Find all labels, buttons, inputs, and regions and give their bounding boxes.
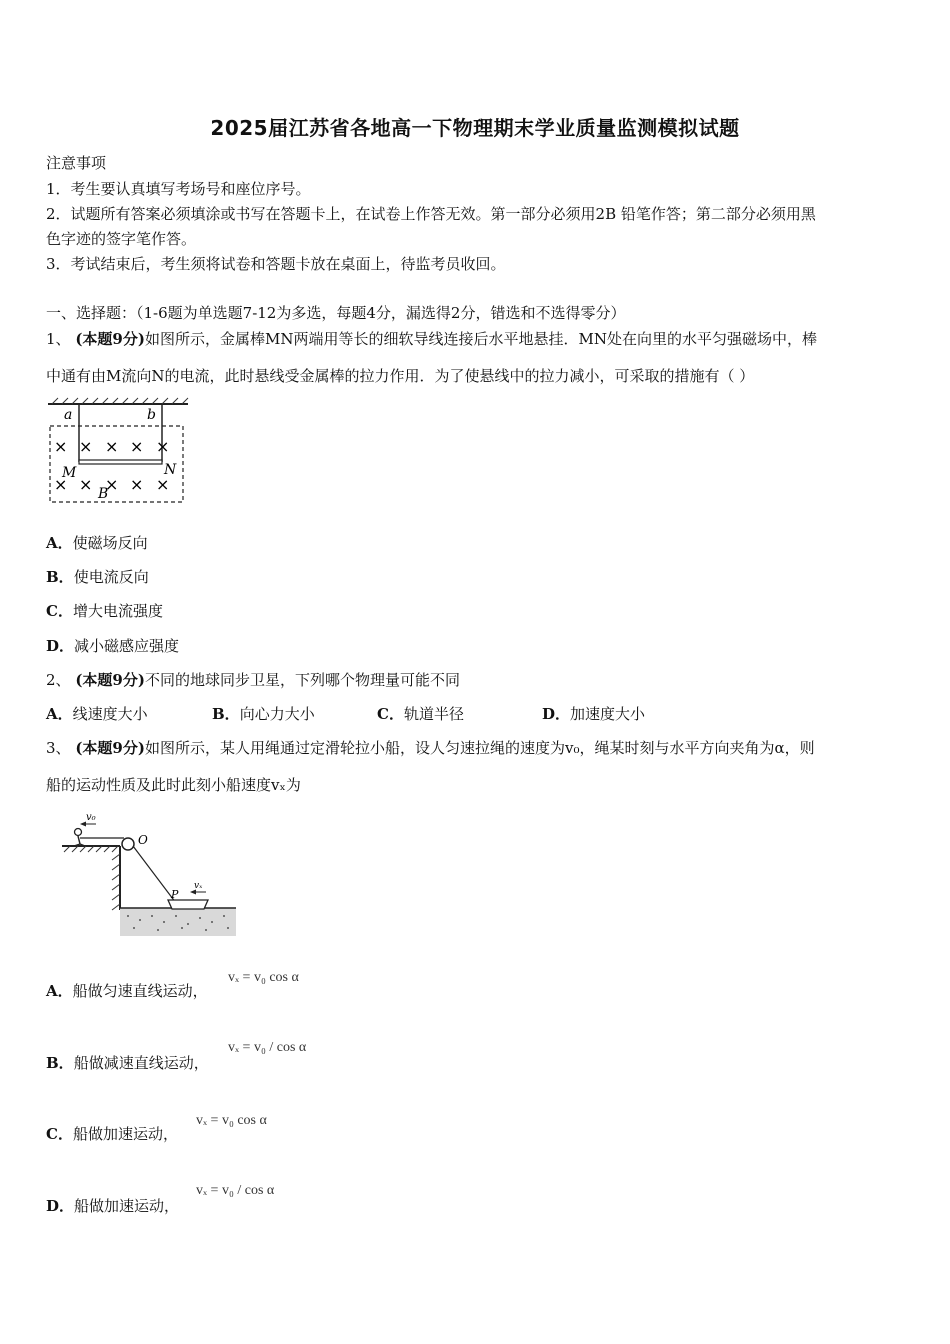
option-text: 向心力大小 — [239, 705, 315, 723]
formula-b: vₓ = v₀ / cos α — [228, 1040, 307, 1055]
person-head — [75, 829, 82, 836]
svg-text:×: × — [54, 437, 68, 456]
svg-text:×: × — [105, 475, 119, 494]
notice-item: 1．考生要认真填写考场号和座位序号。 — [46, 180, 311, 198]
question-text: 如图所示，金属棒MN两端用等长的细软导线连接后水平地悬挂．MN处在向里的水平匀强磁场中，棒 — [144, 330, 817, 348]
q2-option-b[interactable] — [212, 703, 315, 724]
boat — [168, 900, 208, 909]
question-text-cont: 中通有由M流向N的电流，此时悬线受金属棒的拉力作用．为了使悬线中的拉力减小，可采取的措施有（ ） — [46, 367, 755, 385]
q3-option-d[interactable] — [46, 1195, 179, 1216]
formula-a: vₓ = v₀ cos α — [228, 970, 299, 985]
option-letter: D． — [46, 1197, 75, 1215]
question-2 — [46, 669, 460, 690]
option-text: 使磁场反向 — [72, 534, 148, 552]
question-score: (本题9分) — [75, 671, 145, 689]
option-text: 船做加速运动， — [74, 1197, 180, 1215]
label-B: B — [98, 486, 109, 502]
option-letter: A． — [46, 534, 73, 552]
q3-option-a[interactable] — [46, 980, 208, 1001]
option-text: 轨道半径 — [403, 705, 464, 723]
q1-option-a[interactable] — [46, 532, 148, 553]
label-b: b — [147, 407, 156, 423]
q1-option-c[interactable] — [46, 600, 163, 621]
notice-item: 2．试题所有答案必须填涂或书写在答题卡上，在试卷上作答无效。第一部分必须用2B 铅笔作答；第二部分必须用黑 — [46, 205, 816, 223]
svg-text:×: × — [156, 475, 170, 494]
question-3 — [46, 737, 815, 758]
question-text: 如图所示，某人用绳通过定滑轮拉小船，设人匀速拉绳的速度为v₀，绳某时刻与水平方向夹角为α，则 — [144, 739, 815, 757]
pulley-boat-figure — [58, 808, 240, 940]
label-v0: v₀ — [86, 812, 96, 823]
q2-option-d[interactable] — [542, 703, 645, 724]
section-heading: 一、选择题：（1-6题为单选题7-12为多选，每题4分，漏选得2分，错选和不选得零分） — [46, 304, 626, 322]
svg-text:×: × — [54, 475, 68, 494]
svg-text:×: × — [105, 437, 119, 456]
notice-heading: 注意事项 — [46, 154, 107, 172]
option-text: 船做减速直线运动， — [73, 1054, 209, 1072]
option-letter: D． — [542, 705, 571, 723]
option-letter: B． — [46, 568, 74, 586]
option-letter: C． — [46, 602, 73, 620]
pulley — [122, 838, 134, 850]
option-letter: B． — [212, 705, 240, 723]
q3-option-c[interactable] — [46, 1123, 178, 1144]
question-text-cont: 船的运动性质及此时此刻小船速度vₓ为 — [46, 776, 301, 794]
option-text: 减小磁感应强度 — [74, 637, 180, 655]
option-text: 船做匀速直线运动， — [72, 982, 208, 1000]
label-a: a — [64, 407, 73, 423]
label-O: O — [138, 833, 148, 847]
q2-option-a[interactable] — [46, 703, 148, 724]
option-letter: A． — [46, 705, 73, 723]
label-P: P — [171, 888, 179, 901]
person-body — [78, 836, 80, 844]
option-letter: C． — [377, 705, 404, 723]
rope-slanted — [133, 846, 176, 903]
svg-text:×: × — [79, 437, 93, 456]
label-N: N — [164, 462, 177, 478]
notice-item: 色字迹的签字笔作答。 — [46, 230, 197, 248]
question-score: (本题9分) — [75, 739, 145, 757]
svg-text:×: × — [130, 475, 144, 494]
svg-text:×: × — [156, 437, 170, 456]
svg-text:×: × — [130, 437, 144, 456]
option-text: 使电流反向 — [73, 568, 149, 586]
svg-text:×: × — [79, 475, 93, 494]
notice-item: 3．考试结束后，考生须将试卷和答题卡放在桌面上，待监考员收回。 — [46, 255, 506, 273]
option-letter: A． — [46, 982, 73, 1000]
option-letter: B． — [46, 1054, 74, 1072]
question-number: 2、 — [46, 671, 71, 689]
option-text: 加速度大小 — [570, 705, 646, 723]
question-1 — [46, 328, 817, 349]
q1-option-b[interactable] — [46, 566, 149, 587]
wall-hatch — [112, 854, 120, 910]
question-number: 1、 — [46, 330, 71, 348]
water — [120, 908, 236, 936]
option-text: 增大电流强度 — [72, 602, 163, 620]
question-text: 不同的地球同步卫星，下列哪个物理量可能不同 — [144, 671, 460, 689]
question-score: (本题9分) — [75, 330, 145, 348]
option-text: 船做加速运动， — [72, 1125, 178, 1143]
option-letter: C． — [46, 1125, 73, 1143]
label-M: M — [62, 465, 77, 481]
page-title: 2025届江苏省各地高一下物理期末学业质量监测模拟试题 — [210, 116, 740, 140]
q2-option-c[interactable] — [377, 703, 464, 724]
magnetic-field-figure — [46, 396, 191, 506]
option-letter: D． — [46, 637, 75, 655]
formula-c: vₓ = v₀ cos α — [196, 1113, 267, 1128]
label-vx: vₓ — [194, 881, 203, 891]
q3-option-b[interactable] — [46, 1052, 209, 1073]
option-text: 线速度大小 — [72, 705, 148, 723]
q1-option-d[interactable] — [46, 635, 179, 656]
metal-rod — [79, 460, 162, 464]
formula-d: vₓ = v₀ / cos α — [196, 1183, 275, 1198]
question-number: 3、 — [46, 739, 71, 757]
